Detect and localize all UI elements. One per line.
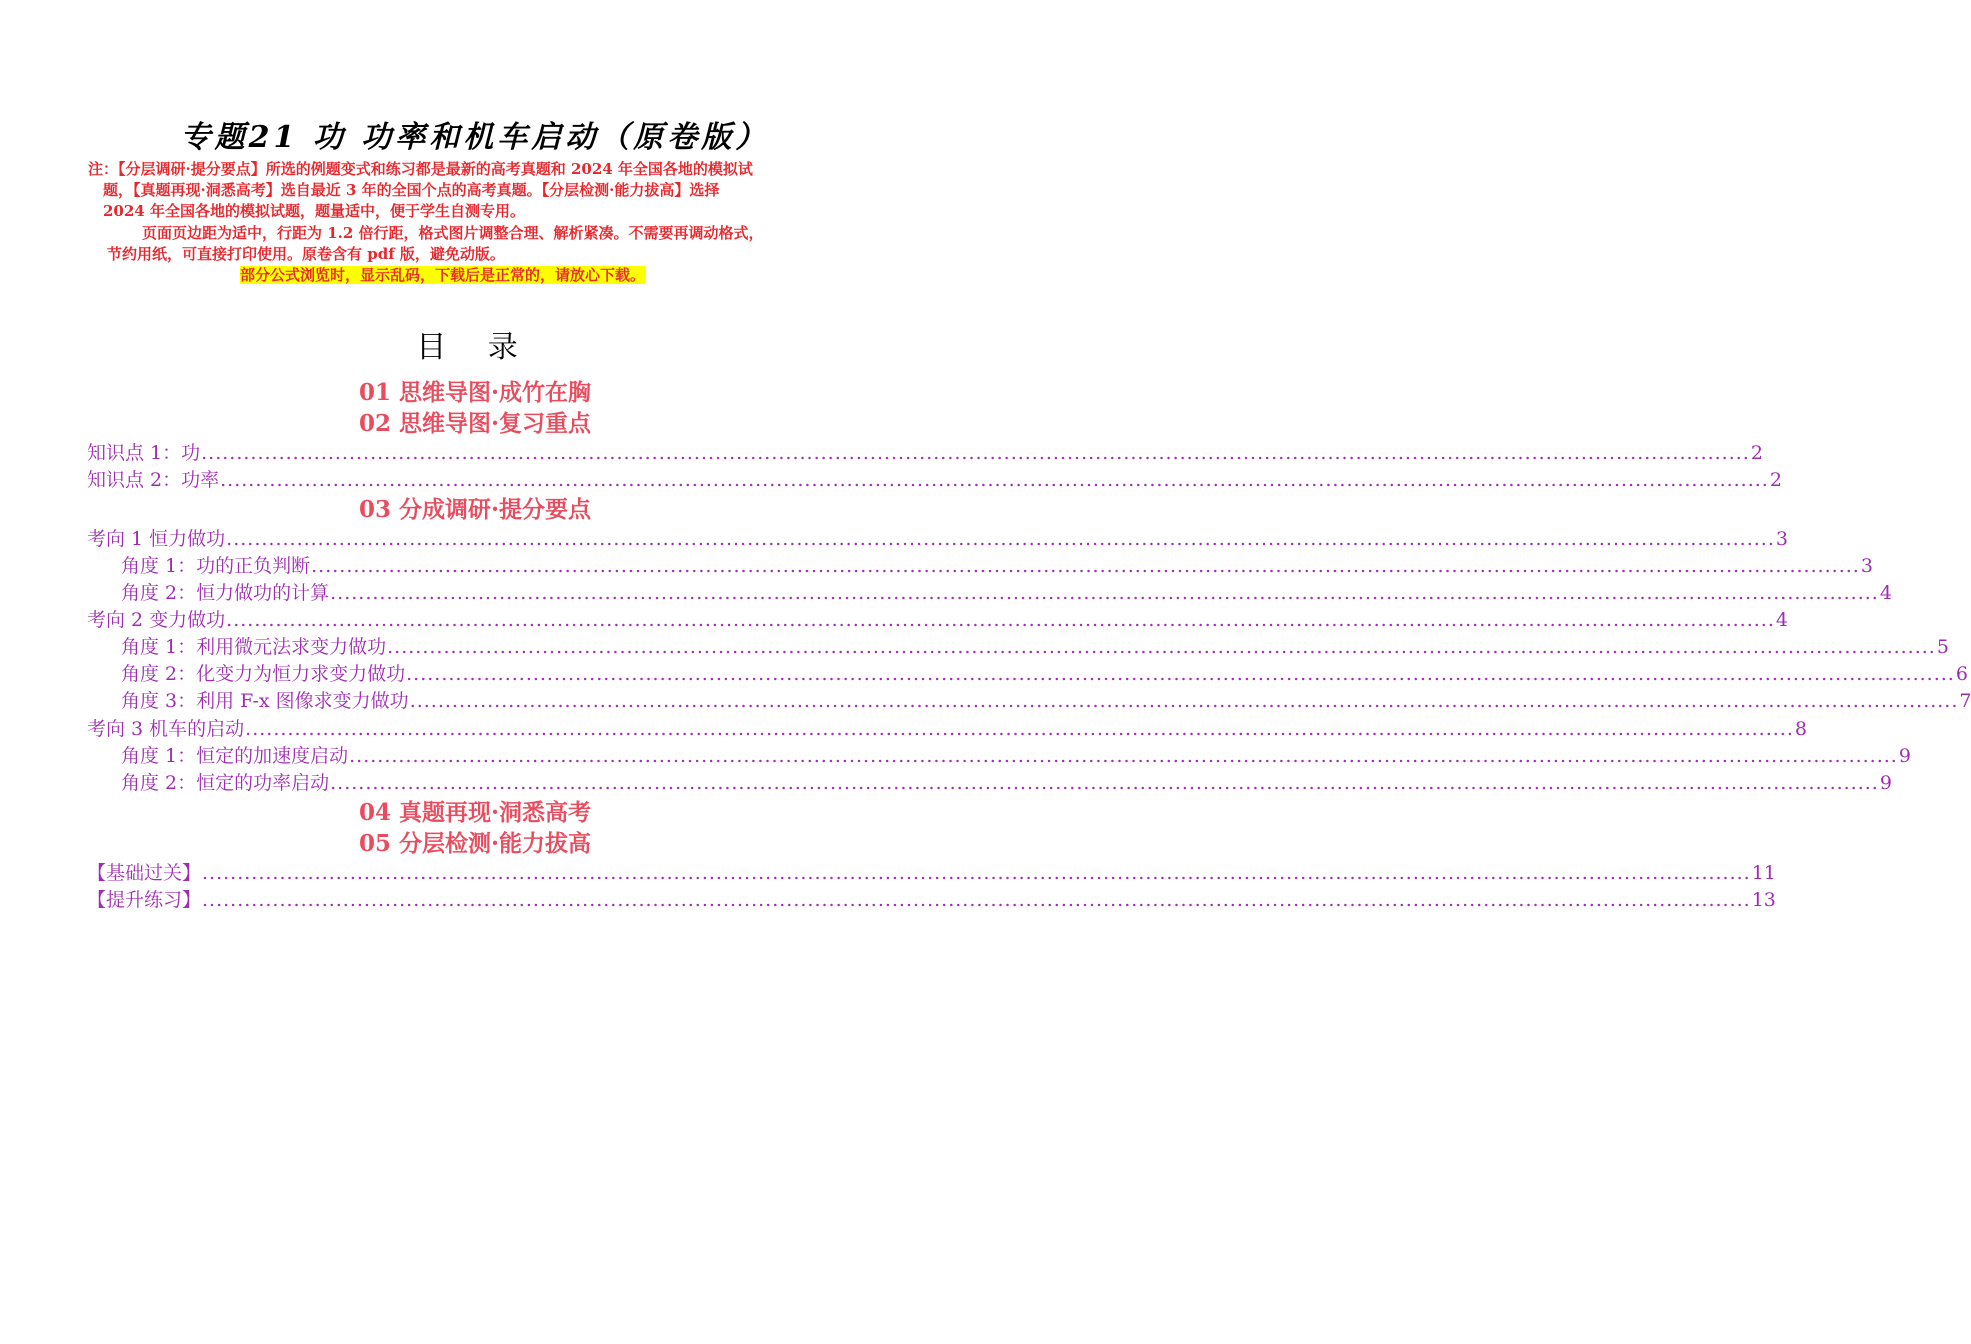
toc-section-01[interactable]: 01 思维导图·成竹在胸	[358, 379, 592, 406]
toc-entry-page: 9	[1879, 772, 1892, 794]
toc-leader-dots: ............................................................................................................................................................................................................................	[202, 889, 1751, 911]
toc-entry-label: 角度 2：恒定的功率启动	[121, 772, 330, 794]
toc-title: 目 录	[416, 330, 534, 365]
toc-leader-dots: ............................................................................................................................................................................................................................	[201, 442, 1750, 464]
toc-leader-dots: ............................................................................................................................................................................................................................	[226, 609, 1775, 631]
toc-entry-label: 角度 1：功的正负判断	[121, 555, 311, 577]
toc-entry-topic-3[interactable]	[87, 716, 1807, 742]
toc-entry-label: 考向 1 恒力做功	[87, 528, 226, 550]
toc-section-05[interactable]: 05 分层检测·能力拔高	[358, 830, 592, 857]
note-line-1: 注：【分层调研·提分要点】所选的例题变式和练习都是最新的高考真题和 2024 年全国各地的模拟试	[88, 160, 753, 178]
toc-entry-label: 角度 2：化变力为恒力求变力做功	[121, 663, 406, 685]
toc-entry-page: 2	[1750, 442, 1763, 464]
note-line-5: 节约用纸，可直接打印使用。原卷含有 pdf 版，避免动版。	[107, 245, 505, 263]
toc-entry-page: 3	[1775, 528, 1788, 550]
toc-entry-label: 知识点 2：功率	[87, 469, 220, 491]
highlighted-note: 部分公式浏览时，显示乱码，下载后是正常的，请放心下载。	[240, 266, 646, 284]
note-line-6	[240, 265, 645, 285]
toc-entry-label: 角度 1：恒定的加速度启动	[121, 745, 349, 767]
toc-entry-topic-1-angle-1[interactable]	[121, 553, 1873, 579]
toc-entry-page: 9	[1898, 745, 1911, 767]
toc-leader-dots: ............................................................................................................................................................................................................................	[330, 582, 1879, 604]
note-line-3: 2024 年全国各地的模拟试题，题量适中，便于学生自测专用。	[103, 202, 525, 220]
toc-entry-knowledge-2[interactable]	[87, 467, 1782, 493]
toc-entry-page: 7	[1959, 690, 1971, 712]
toc-leader-dots: ............................................................................................................................................................................................................................	[226, 528, 1775, 550]
toc-entry-label: 知识点 1：功	[87, 442, 201, 464]
toc-leader-dots: ............................................................................................................................................................................................................................	[349, 745, 1898, 767]
toc-entry-advanced[interactable]	[87, 887, 1776, 913]
toc-entry-label: 角度 3：利用 F-x 图像求变力做功	[121, 690, 409, 712]
toc-leader-dots: ............................................................................................................................................................................................................................	[387, 636, 1936, 658]
toc-entry-page: 5	[1936, 636, 1949, 658]
toc-leader-dots: ............................................................................................................................................................................................................................	[311, 555, 1860, 577]
toc-leader-dots: ............................................................................................................................................................................................................................	[406, 663, 1955, 685]
toc-leader-dots: ............................................................................................................................................................................................................................	[245, 718, 1794, 740]
toc-entry-topic-3-angle-2[interactable]	[121, 770, 1892, 796]
toc-entry-label: 【基础过关】	[87, 862, 202, 884]
toc-entry-label: 考向 2 变力做功	[87, 609, 226, 631]
toc-entry-label: 考向 3 机车的启动	[87, 718, 245, 740]
toc-entry-topic-1[interactable]	[87, 526, 1788, 552]
toc-leader-dots: ............................................................................................................................................................................................................................	[409, 690, 1959, 712]
toc-entry-topic-2-angle-1[interactable]	[121, 634, 1949, 660]
toc-entry-topic-2[interactable]	[87, 607, 1788, 633]
toc-section-04[interactable]: 04 真题再现·洞悉高考	[358, 799, 592, 826]
toc-entry-label: 角度 1：利用微元法求变力做功	[121, 636, 387, 658]
toc-entry-page: 2	[1769, 469, 1782, 491]
toc-section-02[interactable]: 02 思维导图·复习重点	[358, 410, 592, 437]
toc-entry-page: 3	[1860, 555, 1873, 577]
toc-entry-page: 4	[1879, 582, 1892, 604]
toc-entry-page: 6	[1955, 663, 1968, 685]
document-title: 专题21 功 功率和机车启动（原卷版）	[180, 120, 770, 155]
note-line-4: 页面页边距为适中，行距为 1.2 倍行距，格式图片调整合理、解析紧凑。不需要再调动格式，	[142, 224, 764, 242]
toc-leader-dots: ............................................................................................................................................................................................................................	[202, 862, 1751, 884]
toc-entry-knowledge-1[interactable]	[87, 440, 1763, 466]
toc-entry-topic-2-angle-3[interactable]	[121, 688, 1971, 714]
toc-entry-page: 13	[1751, 889, 1776, 911]
toc-leader-dots: ............................................................................................................................................................................................................................	[330, 772, 1879, 794]
toc-section-03[interactable]: 03 分成调研·提分要点	[358, 496, 592, 523]
toc-entry-topic-2-angle-2[interactable]	[121, 661, 1968, 687]
note-line-2: 题，【真题再现·洞悉高考】选自最近 3 年的全国个点的高考真题。【分层检测·能力拔高】选择	[103, 181, 720, 199]
toc-entry-page: 11	[1751, 862, 1776, 884]
toc-entry-topic-3-angle-1[interactable]	[121, 743, 1911, 769]
toc-entry-topic-1-angle-2[interactable]	[121, 580, 1892, 606]
toc-entry-page: 4	[1775, 609, 1788, 631]
toc-entry-page: 8	[1794, 718, 1807, 740]
toc-entry-label: 角度 2：恒力做功的计算	[121, 582, 330, 604]
toc-entry-label: 【提升练习】	[87, 889, 202, 911]
toc-entry-basic[interactable]	[87, 860, 1776, 886]
toc-leader-dots: ............................................................................................................................................................................................................................	[220, 469, 1769, 491]
